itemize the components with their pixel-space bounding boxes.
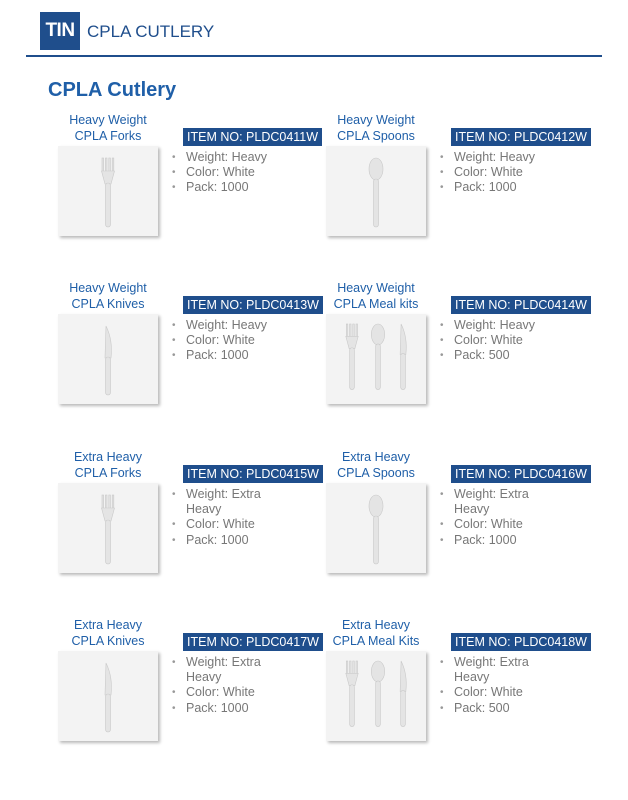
spec-weight: • Weight: Extra Heavy [440,487,550,517]
spec-pack: • Pack: 1000 [172,180,282,195]
product-name [326,449,426,481]
spec-color: • Color: White [172,333,282,348]
spec-color: • Color: White [440,333,550,348]
spec-list [440,487,550,548]
knife-icon [58,314,158,404]
item-number-badge: ITEM NO: PLDC0411W [183,128,322,146]
item-number-badge: ITEM NO: PLDC0415W [183,465,323,483]
product-name-line1: Heavy Weight [69,113,147,127]
product-card [58,617,334,757]
product-card [326,449,602,589]
product-photo [326,651,426,741]
spec-weight: • Weight: Heavy [172,318,282,333]
brand-name: CPLA CUTLERY [87,22,215,41]
product-name-line2: CPLA Knives [71,297,145,311]
spec-pack: • Pack: 500 [440,348,550,363]
meal-kit-icon [326,314,426,404]
spec-pack: • Pack: 1000 [440,533,550,548]
product-name [58,280,158,312]
product-card [326,112,602,252]
product-name [326,617,426,649]
spec-weight: • Weight: Heavy [440,150,550,165]
product-photo [58,146,158,236]
product-name-line1: Heavy Weight [69,281,147,295]
product-name-line1: Extra Heavy [73,450,143,464]
item-number-badge: ITEM NO: PLDC0418W [451,633,591,651]
spec-list [172,318,282,364]
spec-pack: • Pack: 1000 [172,701,282,716]
product-photo [326,314,426,404]
product-name-line2: CPLA Forks [74,129,142,143]
spec-color: • Color: White [440,165,550,180]
spec-list [440,655,550,716]
product-name-line1: Extra Heavy [341,618,411,632]
fork-icon [58,146,158,236]
product-name [58,617,158,649]
product-name-line1: Heavy Weight [337,113,415,127]
product-card [326,617,602,757]
spec-list [172,487,282,548]
page-title: CPLA Cutlery [48,79,177,101]
item-number-badge: ITEM NO: PLDC0417W [183,633,323,651]
knife-icon [58,651,158,741]
product-name-line2: CPLA Spoons [337,129,415,143]
product-name-line1: Extra Heavy [73,618,143,632]
product-name-line2: CPLA Spoons [337,466,415,480]
spec-pack: • Pack: 1000 [440,180,550,195]
spec-pack: • Pack: 1000 [172,533,282,548]
spec-color: • Color: White [440,685,550,700]
product-name [58,112,158,144]
item-number-badge: ITEM NO: PLDC0416W [451,465,591,483]
item-number-badge: ITEM NO: PLDC0414W [451,296,591,314]
spec-list [440,318,550,364]
product-photo [58,651,158,741]
spec-color: • Color: White [172,685,282,700]
item-number-badge: ITEM NO: PLDC0412W [451,128,591,146]
product-name-line1: Heavy Weight [337,281,415,295]
spec-list [172,655,282,716]
fork-icon [58,483,158,573]
header-divider [26,55,602,57]
product-card [58,449,334,589]
product-name-line2: CPLA Forks [74,466,142,480]
spec-weight: • Weight: Heavy [172,150,282,165]
spec-list [172,150,282,196]
product-card [326,280,602,420]
spoon-icon [326,483,426,573]
product-name-line2: CPLA Meal kits [333,297,419,311]
spec-weight: • Weight: Extra Heavy [440,655,550,685]
spec-weight: • Weight: Extra Heavy [172,655,282,685]
product-name [58,449,158,481]
spec-pack: • Pack: 1000 [172,348,282,363]
spec-list [440,150,550,196]
spec-color: • Color: White [172,165,282,180]
page-header [0,0,628,58]
spec-weight: • Weight: Extra Heavy [172,487,282,517]
product-photo [58,314,158,404]
product-name-line1: Extra Heavy [341,450,411,464]
product-photo [58,483,158,573]
product-name [326,280,426,312]
product-card [58,280,334,420]
spec-pack: • Pack: 500 [440,701,550,716]
brand-logo: TIN [40,12,80,50]
spoon-icon [326,146,426,236]
product-name-line2: CPLA Meal Kits [332,634,420,648]
product-photo [326,146,426,236]
product-card [58,112,334,252]
product-name-line2: CPLA Knives [71,634,145,648]
meal-kit-icon [326,651,426,741]
spec-color: • Color: White [440,517,550,532]
spec-color: • Color: White [172,517,282,532]
spec-weight: • Weight: Heavy [440,318,550,333]
product-name [326,112,426,144]
product-photo [326,483,426,573]
item-number-badge: ITEM NO: PLDC0413W [183,296,323,314]
